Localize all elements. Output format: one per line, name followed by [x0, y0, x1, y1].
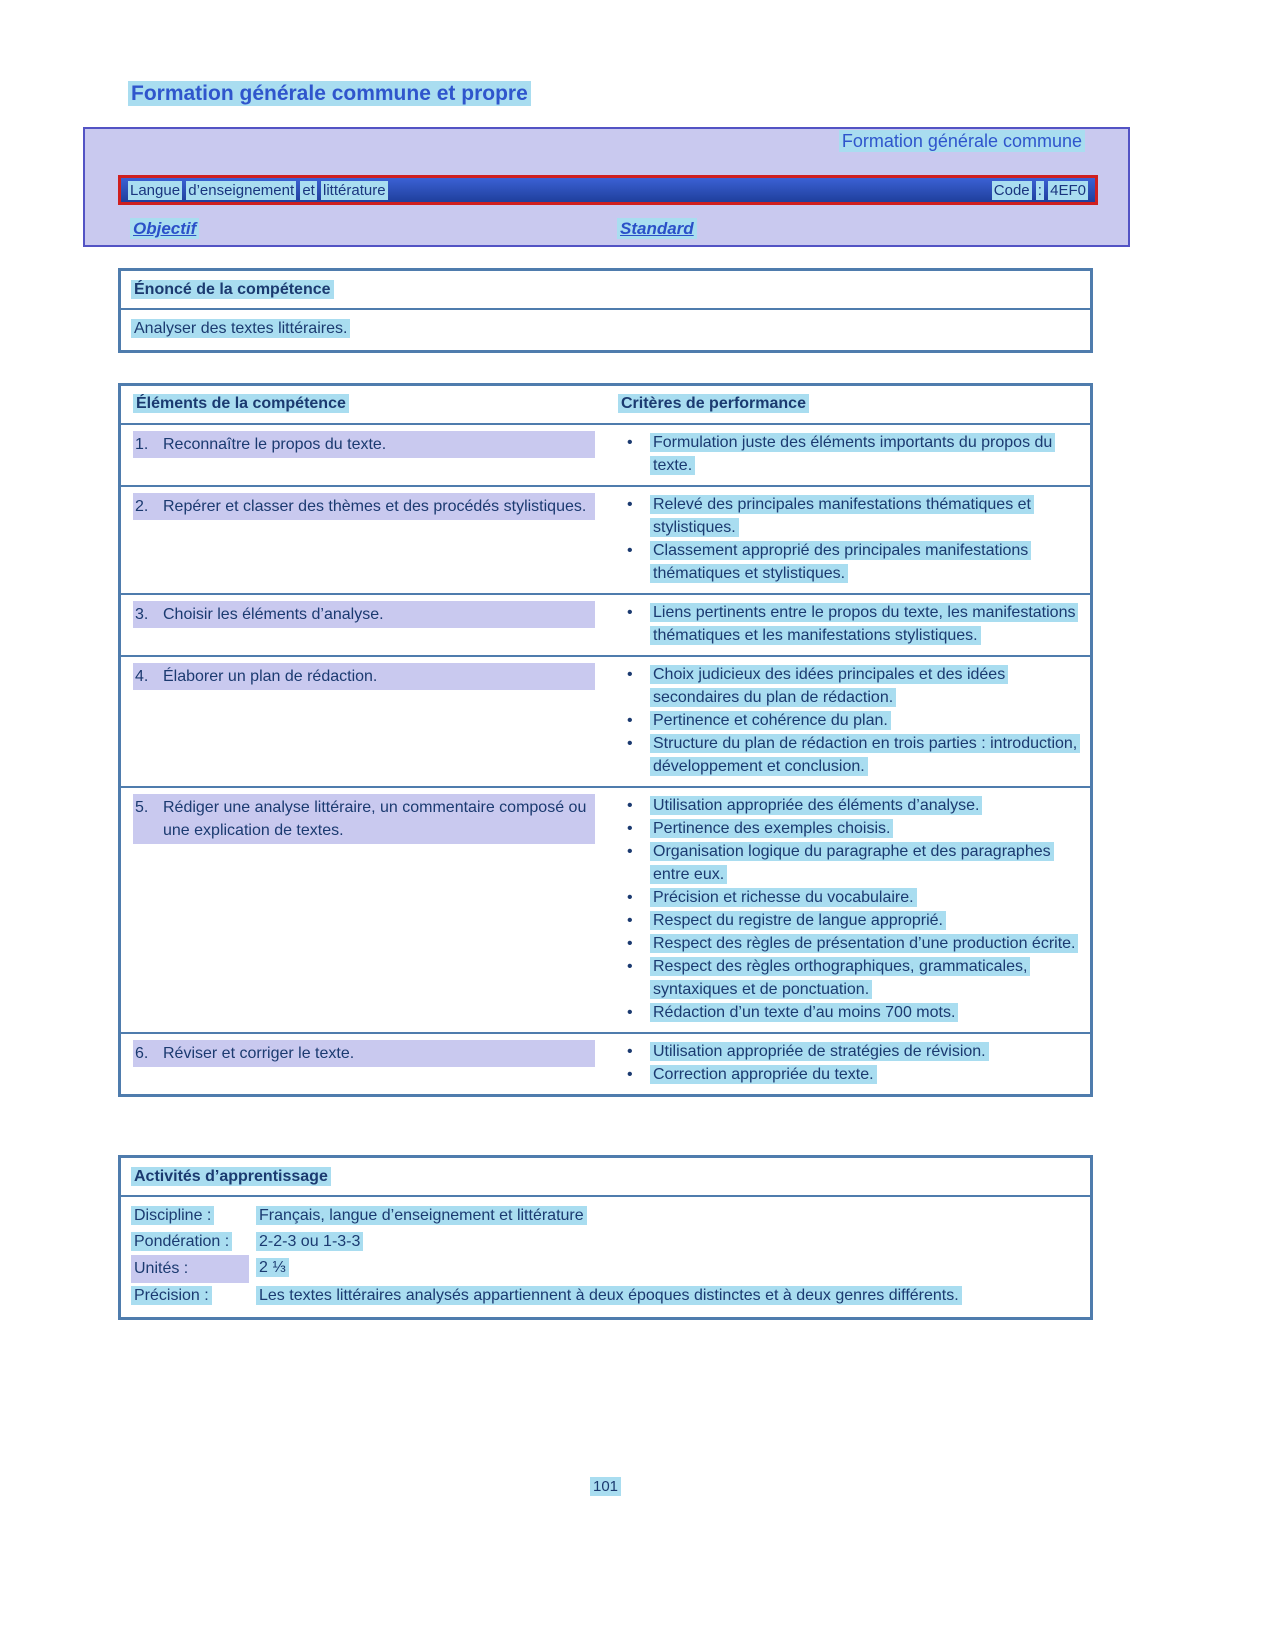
activity-value: 2 ⅓ [256, 1258, 289, 1277]
activity-row-ponderation [131, 1229, 1080, 1255]
element-label: Choisir les éléments d’analyse. [163, 606, 384, 623]
competence-row-5 [121, 788, 1090, 1034]
competence-row-3 [121, 595, 1090, 657]
activity-label: Précision : [131, 1286, 212, 1305]
element-number: 2. [135, 498, 149, 515]
element-number: 6. [135, 1045, 149, 1062]
criteria-item: • Classement approprié des principales manifestations thématiques et stylistiques. [618, 539, 1082, 585]
competence-row-2 [121, 487, 1090, 595]
criteria-item: • Formulation juste des éléments importants du propos du texte. [618, 431, 1082, 477]
activity-label: Discipline : [131, 1206, 214, 1225]
activites-header-row [121, 1158, 1090, 1197]
element-label: Élaborer un plan de rédaction. [163, 668, 378, 685]
activity-value: Les textes littéraires analysés appartiennent à deux époques distinctes et à deux genres différents. [256, 1286, 962, 1305]
element-label: Reconnaître le propos du texte. [163, 436, 387, 453]
criteria-item: • Utilisation appropriée de stratégies de révision. [618, 1040, 1082, 1063]
element-text [133, 1040, 595, 1067]
criteria-item: • Respect du registre de langue approprié. [618, 909, 1082, 932]
element-number: 5. [135, 799, 149, 816]
page-number: 101 [590, 1477, 621, 1496]
element-text [133, 493, 595, 520]
criteria-item: • Pertinence des exemples choisis. [618, 817, 1082, 840]
criteria-item: • Pertinence et cohérence du plan. [618, 709, 1082, 732]
enonce-table [118, 268, 1093, 353]
criteria-item: • Liens pertinents entre le propos du texte, les manifestations thématiques et les manifestations stylistiques. [618, 601, 1082, 647]
element-text [133, 431, 595, 458]
criteres-header: Critères de performance [618, 394, 809, 413]
enonce-header: Énoncé de la compétence [131, 280, 334, 299]
activity-label: Unités : [131, 1255, 249, 1283]
competence-row-4 [121, 657, 1090, 788]
course-code: Code : 4EF0 [993, 181, 1086, 199]
elements-header: Éléments de la compétence [133, 394, 349, 413]
competence-row-1 [121, 425, 1090, 487]
activites-header: Activités d’apprentissage [131, 1167, 331, 1186]
criteria-item: • Choix judicieux des idées principales et des idées secondaires du plan de rédaction. [618, 663, 1082, 709]
activites-table [118, 1155, 1093, 1320]
element-number: 1. [135, 436, 149, 453]
activity-value: 2-2-3 ou 1-3-3 [256, 1232, 363, 1251]
element-label: Repérer et classer des thèmes et des procédés stylistiques. [163, 498, 587, 515]
criteria-item: • Relevé des principales manifestations thématiques et stylistiques. [618, 493, 1082, 539]
objectif-heading: Objectif [130, 219, 199, 239]
header-box [83, 127, 1130, 247]
enonce-body-row [121, 310, 1090, 350]
page-title-text: Formation générale commune et propre [128, 81, 531, 106]
activity-row-precision [131, 1283, 1080, 1309]
enonce-body: Analyser des textes littéraires. [131, 319, 350, 338]
criteria-item: • Respect des règles orthographiques, grammaticales, syntaxiques et de ponctuation. [618, 955, 1082, 1001]
activity-label: Pondération : [131, 1232, 232, 1251]
criteria-item: • Organisation logique du paragraphe et des paragraphes entre eux. [618, 840, 1082, 886]
element-number: 3. [135, 606, 149, 623]
criteria-item: • Correction appropriée du texte. [618, 1063, 1082, 1086]
page-title [128, 82, 531, 106]
course-title: Langue d’enseignement et littérature [130, 181, 386, 199]
enonce-header-row [121, 271, 1090, 310]
criteria-item: • Précision et richesse du vocabulaire. [618, 886, 1082, 909]
program-label-text: Formation générale commune [839, 130, 1085, 152]
element-text [133, 601, 595, 628]
activites-body [121, 1197, 1090, 1317]
course-bar [118, 175, 1098, 205]
criteria-item: • Utilisation appropriée des éléments d’analyse. [618, 794, 1082, 817]
program-label [839, 131, 1085, 152]
criteria-item: • Structure du plan de rédaction en trois parties : introduction, développement et conclusion. [618, 732, 1082, 778]
page-number-area [118, 1478, 1093, 1495]
activity-row-discipline [131, 1203, 1080, 1229]
element-label: Réviser et corriger le texte. [163, 1045, 355, 1062]
activity-row-unites [131, 1255, 1080, 1283]
competence-header-row [121, 386, 1090, 425]
element-text [133, 663, 595, 690]
element-label: Rédiger une analyse littéraire, un commentaire composé ou une explication de textes. [163, 799, 587, 839]
activity-value: Français, langue d’enseignement et littérature [256, 1206, 587, 1225]
element-number: 4. [135, 668, 149, 685]
competence-row-6 [121, 1034, 1090, 1094]
standard-heading: Standard [617, 219, 697, 239]
element-text [133, 794, 595, 844]
criteria-item: • Respect des règles de présentation d’une production écrite. [618, 932, 1082, 955]
competence-table [118, 383, 1093, 1097]
criteria-item: • Rédaction d’un texte d’au moins 700 mots. [618, 1001, 1082, 1024]
